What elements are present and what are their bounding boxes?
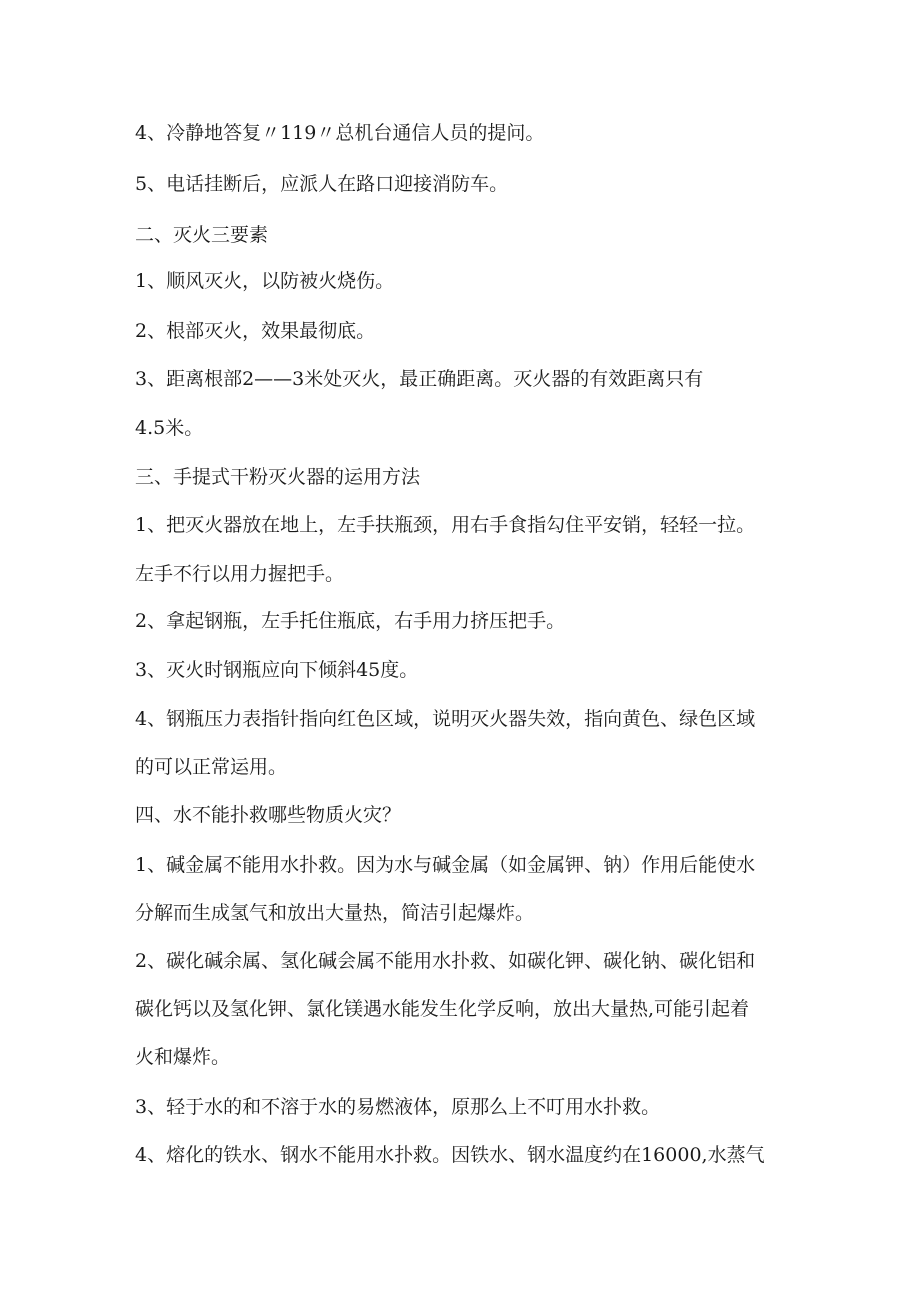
text-line: 4.5米。 bbox=[135, 417, 204, 439]
text-line: 3、灭火时钢瓶应向下倾斜45度。 bbox=[135, 659, 419, 681]
text-line: 1、顺风灭火，以防被火烧伤。 bbox=[135, 270, 395, 292]
section-heading: 二、灭火三要素 bbox=[135, 224, 269, 246]
text-line: 1、碱金属不能用水扑救。因为水与碱金属（如金属钾、钠）作用后能使水 bbox=[135, 854, 756, 876]
text-line: 4、钢瓶压力表指针指向红色区域，说明灭火器失效，指向黄色、绿色区域 bbox=[135, 708, 756, 730]
text-line: 3、距离根部2——3米处灭火，最正确距离。灭火器的有效距离只有 bbox=[135, 368, 704, 390]
text-line: 分解而生成氢气和放出大量热，简洁引起爆炸。 bbox=[135, 902, 535, 924]
section-heading: 四、水不能扑救哪些物质火灾？ bbox=[135, 804, 402, 826]
section-heading: 三、手提式干粉灭火器的运用方法 bbox=[135, 466, 421, 488]
text-line: 1、把灭火器放在地上，左手扶瓶颈，用右手食指勾住平安销，轻轻一拉。 bbox=[135, 514, 756, 536]
text-line: 2、根部灭火，效果最彻底。 bbox=[135, 320, 376, 342]
text-line: 2、拿起钢瓶，左手托住瓶底，右手用力挤压把手。 bbox=[135, 610, 566, 632]
text-line: 5、电话挂断后，应派人在路口迎接消防车。 bbox=[135, 173, 509, 195]
text-line: 2、碳化碱余属、氢化碱会属不能用水扑救、如碳化钾、碳化钠、碳化铝和 bbox=[135, 950, 756, 972]
text-line: 碳化钙以及氢化钾、氯化镁遇水能发生化学反响，放出大量热,可能引起着 bbox=[135, 998, 750, 1020]
text-line: 4、熔化的铁水、钢水不能用水扑救。因铁水、钢水温度约在16000,水蒸气 bbox=[135, 1144, 765, 1166]
text-line: 4、冷静地答复〃119〃总机台通信人员的提问。 bbox=[135, 122, 545, 144]
text-line: 火和爆炸。 bbox=[135, 1046, 231, 1068]
text-line: 3、轻于水的和不溶于水的易燃液体，原那么上不叮用水扑救。 bbox=[135, 1096, 661, 1118]
text-line: 的可以正常运用。 bbox=[135, 756, 288, 778]
text-line: 左手不行以用力握把手。 bbox=[135, 563, 345, 585]
